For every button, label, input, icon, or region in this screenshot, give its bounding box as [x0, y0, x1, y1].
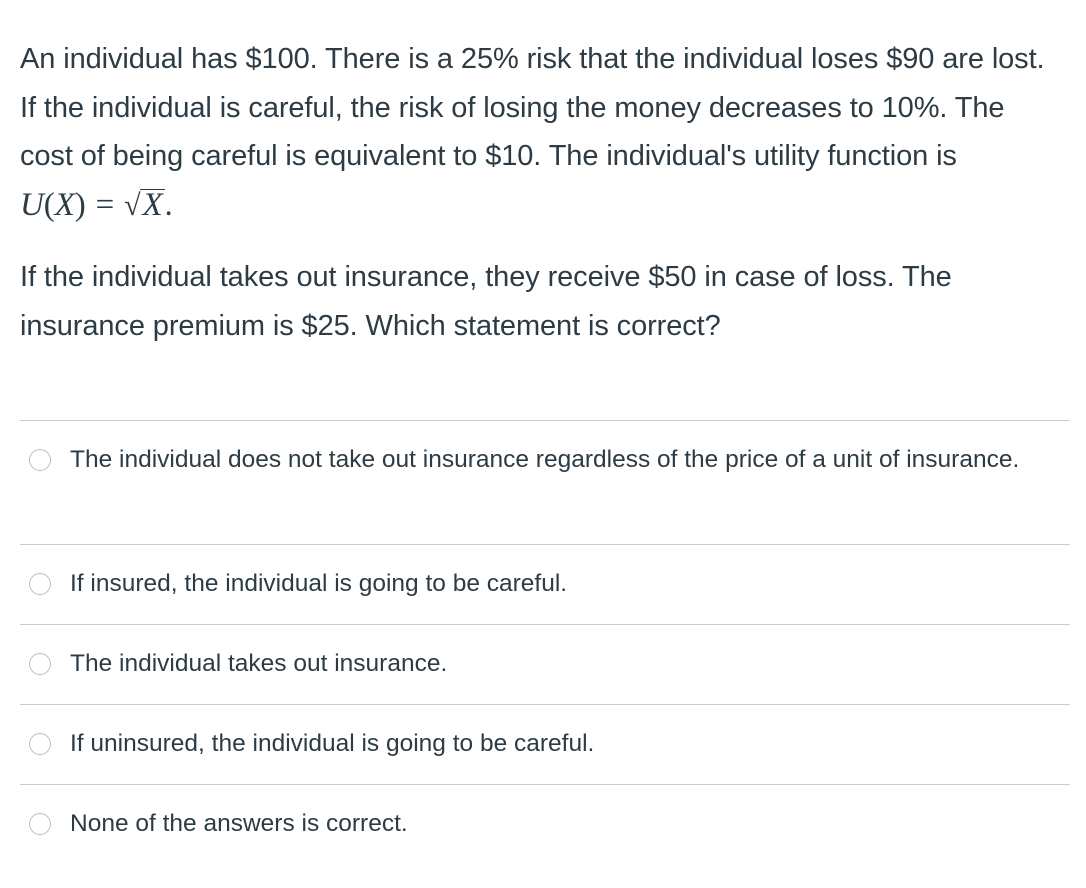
- answer-option-5[interactable]: [20, 784, 1070, 868]
- answer-label[interactable]: If uninsured, the individual is going to be careful.: [70, 730, 595, 757]
- radio-button[interactable]: [29, 813, 51, 835]
- question-paragraph-1: [20, 35, 1060, 230]
- answer-option-4[interactable]: [20, 704, 1070, 784]
- formula-close-paren: ): [74, 186, 86, 223]
- square-root: [124, 181, 164, 231]
- radical-sign: √: [124, 188, 141, 222]
- answer-list: [20, 420, 1070, 868]
- answer-option-3[interactable]: [20, 624, 1070, 704]
- formula-function: U: [20, 186, 44, 223]
- answer-label[interactable]: The individual does not take out insurance regardless of the price of a unit of insurance.: [70, 446, 1020, 473]
- radio-button[interactable]: [29, 733, 51, 755]
- answer-label[interactable]: The individual takes out insurance.: [70, 650, 448, 677]
- formula-variable: X: [54, 186, 75, 223]
- radio-button[interactable]: [29, 653, 51, 675]
- answer-option-1[interactable]: [20, 420, 1070, 544]
- radicand: X: [142, 186, 163, 223]
- formula-period: .: [164, 186, 173, 223]
- radio-button[interactable]: [29, 573, 51, 595]
- answer-label[interactable]: None of the answers is correct.: [70, 810, 408, 837]
- question-paragraph-2: If the individual takes out insurance, they receive $50 in case of loss. The insurance premium is $25. Which statement is correct?: [20, 261, 952, 342]
- formula-equals: =: [95, 186, 115, 223]
- answer-label[interactable]: If insured, the individual is going to be careful.: [70, 570, 568, 597]
- question-statement: An individual has $100. There is a 25% risk that the individual loses $90 are lost. If the individual is careful, the risk of losing the money decreases to 10%. The cost of being careful is equivalent to $10. The individual's utility function is: [20, 43, 1045, 172]
- question-text: [20, 35, 1060, 350]
- utility-formula: [20, 187, 173, 223]
- radio-button[interactable]: [29, 449, 51, 471]
- answer-option-2[interactable]: [20, 544, 1070, 624]
- formula-open-paren: (: [43, 186, 55, 223]
